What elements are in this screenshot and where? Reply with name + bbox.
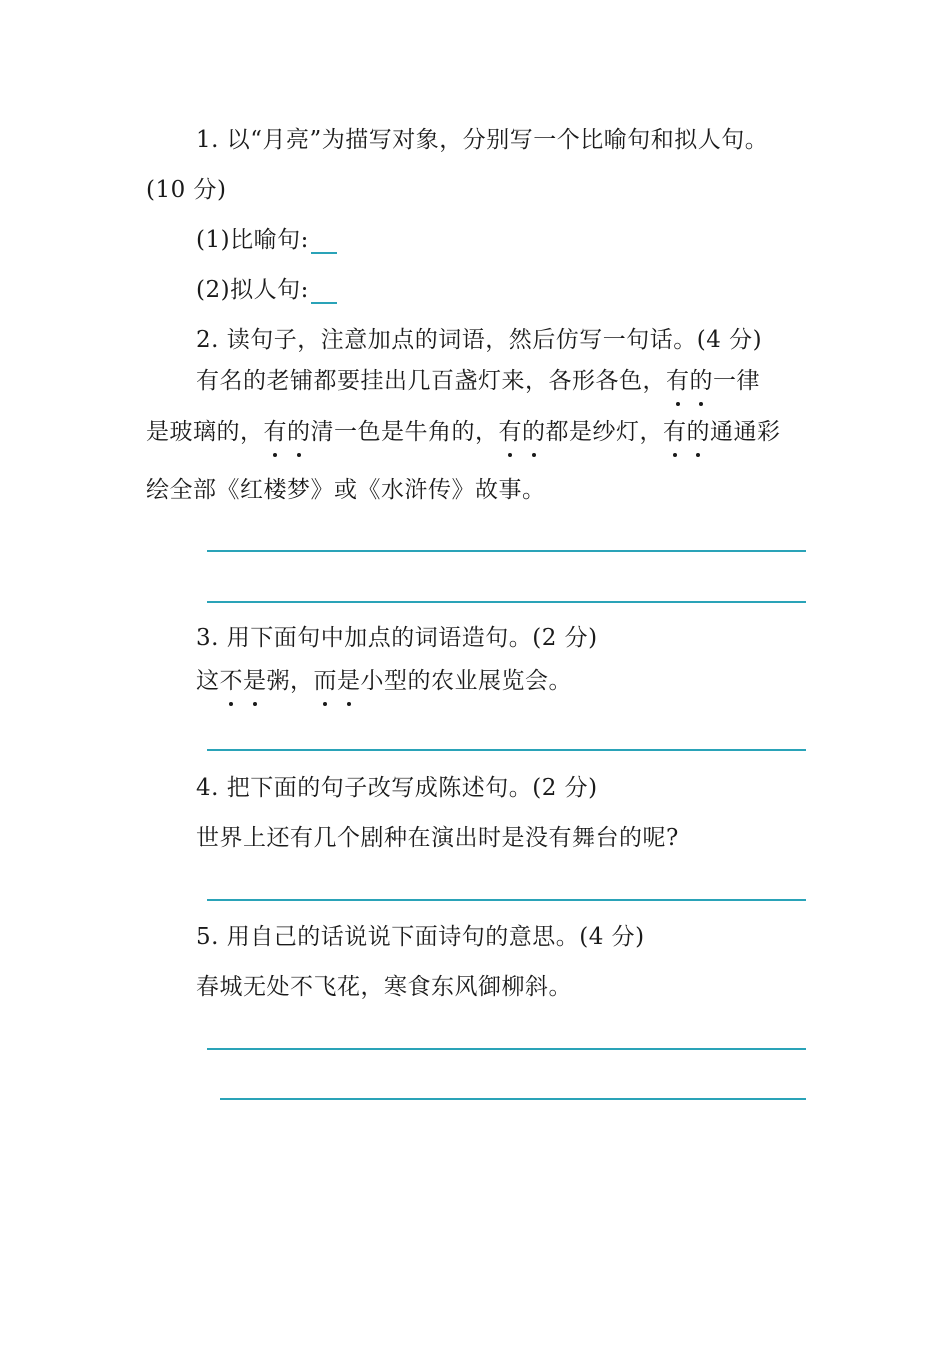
q1-sub2: [196, 275, 337, 305]
q4-prompt: 4. 把下面的句子改写成陈述句。(2 分): [196, 775, 598, 801]
emphasis-er: 而: [313, 668, 337, 694]
q2-prompt: 2. 读句子，注意加点的词语，然后仿写一句话。(4 分): [196, 327, 763, 353]
q1-sub2-answer-blank[interactable]: [311, 278, 337, 304]
q1-prompt-line2: (10 分): [146, 177, 227, 203]
q2-p2-text: 都是纱灯，: [545, 419, 663, 445]
emphasis-bu: 不: [219, 668, 243, 694]
q1-sub1: [196, 225, 337, 255]
q2-answer-line-2[interactable]: [207, 601, 806, 603]
emphasis-you: 有: [263, 419, 287, 445]
emphasis-you: 有: [663, 419, 687, 445]
q3-answer-line[interactable]: [207, 749, 806, 751]
q3-text: 粥，: [266, 668, 314, 694]
q5-poem: 春城无处不飞花，寒食东风御柳斜。: [196, 974, 572, 1000]
q3-sentence: [196, 666, 572, 696]
q2-passage-line2: [146, 417, 781, 447]
emphasis-you: 有: [498, 419, 522, 445]
q1-sub2-label: (2)拟人句:: [196, 277, 309, 303]
q1-sub1-label: (1)比喻句:: [196, 227, 309, 253]
q5-prompt: 5. 用自己的话说说下面诗句的意思。(4 分): [196, 924, 645, 950]
emphasis-de: 的: [287, 419, 311, 445]
q5-answer-line-2[interactable]: [220, 1098, 806, 1100]
q2-answer-line-1[interactable]: [207, 550, 806, 552]
q4-sentence: 世界上还有几个剧种在演出时是没有舞台的呢?: [196, 825, 679, 851]
q2-p2-text: 清一色是牛角的，: [310, 419, 499, 445]
emphasis-de: 的: [689, 368, 713, 394]
emphasis-you: 有: [666, 368, 690, 394]
q5-answer-line-1[interactable]: [207, 1048, 806, 1050]
q3-text: 这: [196, 668, 220, 694]
q2-p2-text: 通通彩: [710, 419, 781, 445]
q2-p2-text: 是玻璃的，: [146, 419, 264, 445]
emphasis-de: 的: [686, 419, 710, 445]
q1-sub1-answer-blank[interactable]: [311, 228, 337, 254]
emphasis-shi: 是: [337, 668, 361, 694]
q2-passage-line1: [196, 366, 760, 396]
emphasis-de: 的: [522, 419, 546, 445]
q1-prompt-line1: 1. 以“月亮”为描写对象，分别写一个比喻句和拟人句。: [196, 127, 769, 153]
q3-text: 小型的农业展览会。: [360, 668, 572, 694]
emphasis-shi: 是: [243, 668, 267, 694]
q4-answer-line[interactable]: [207, 899, 806, 901]
q3-prompt: 3. 用下面句中加点的词语造句。(2 分): [196, 625, 598, 651]
q2-p1-text: 有名的老铺都要挂出几百盏灯来，各形各色，: [196, 368, 666, 394]
q2-p1-text-end: 一律: [713, 368, 760, 394]
q2-passage-line3: 绘全部《红楼梦》或《水浒传》故事。: [146, 477, 546, 503]
